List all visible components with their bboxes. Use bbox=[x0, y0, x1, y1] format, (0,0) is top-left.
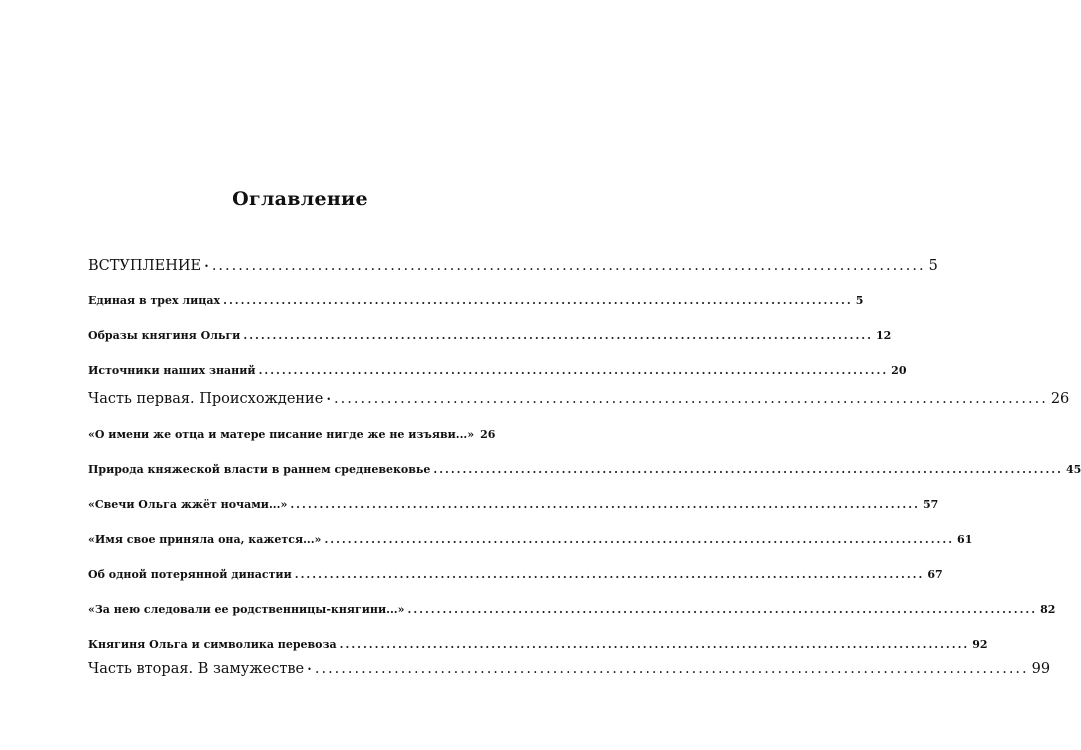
toc-entry-label: Часть вторая. В замужестве • bbox=[88, 661, 312, 677]
toc-entry-label: Княгиня Ольга и символика перевоза bbox=[88, 638, 337, 651]
bullet-marker: • bbox=[307, 664, 312, 674]
toc-entry-page: 67 bbox=[927, 568, 943, 581]
toc-entry bbox=[88, 294, 864, 307]
toc-entry-label: «О имени же отца и матере писание нигде же не изъяви...» bbox=[88, 428, 475, 441]
toc-entry-page: 5 bbox=[928, 258, 938, 274]
toc-entry-page: 92 bbox=[972, 638, 988, 651]
toc-entry-page: 20 bbox=[891, 364, 907, 377]
toc-entry-label: «Свечи Ольга жжёт ночами...» bbox=[88, 498, 288, 511]
toc-entry-page: 12 bbox=[875, 329, 892, 342]
toc-entry-page: 82 bbox=[1040, 603, 1056, 616]
toc-entry-page: 61 bbox=[957, 533, 973, 546]
toc-entry-page: 26 bbox=[1050, 391, 1070, 407]
toc-entry-label: Источники наших знаний bbox=[88, 364, 256, 377]
toc-entry-page: 57 bbox=[922, 498, 939, 511]
toc-entry-page: 99 bbox=[1031, 661, 1051, 677]
toc-entry bbox=[88, 568, 943, 581]
toc-entry bbox=[88, 364, 907, 377]
dot-leader: ............................................................................................................ bbox=[324, 533, 955, 546]
toc-entry-page: 5 bbox=[855, 294, 864, 307]
dot-leader: ............................................................................................................ bbox=[314, 661, 1029, 677]
dot-leader: ............................................................................................................ bbox=[433, 463, 1063, 476]
bullet-marker: • bbox=[326, 394, 332, 404]
toc-entry-label: Об одной потерянной династии bbox=[88, 568, 292, 581]
toc-entry-label: Часть первая. Происхождение • bbox=[88, 391, 332, 407]
dot-leader: ............................................................................................................ bbox=[290, 498, 920, 511]
toc-entry bbox=[88, 463, 1081, 476]
toc-entry-label: ВСТУПЛЕНИЕ • bbox=[88, 258, 209, 274]
toc-entry-label: «Имя свое приняла она, кажется...» bbox=[88, 533, 322, 546]
toc-entry bbox=[88, 498, 939, 511]
toc-entry-page: 45 bbox=[1065, 463, 1081, 476]
bullet-marker: • bbox=[204, 261, 209, 271]
dot-leader: ............................................................................................................ bbox=[211, 258, 926, 274]
toc-entry bbox=[88, 533, 973, 546]
dot-leader: ............................................................................................................ bbox=[294, 568, 925, 581]
toc-entry bbox=[88, 603, 1056, 616]
toc-entry-label: Природа княжеской власти в раннем средневековье bbox=[88, 463, 431, 476]
toc-entry bbox=[88, 391, 1070, 407]
toc-title: Оглавление bbox=[232, 188, 368, 210]
dot-leader: ............................................................................................................ bbox=[334, 391, 1048, 407]
toc-entry-label: Единая в трех лицах bbox=[88, 294, 221, 307]
toc-entry-label: Образы княгиня Ольги bbox=[88, 329, 241, 342]
toc-entry-label: «За нею следовали ее родственницы-княгини...» bbox=[88, 603, 405, 616]
dot-leader: ............................................................................................................ bbox=[407, 603, 1038, 616]
toc-entry bbox=[88, 329, 892, 342]
dot-leader: ............................................................................................................ bbox=[243, 329, 873, 342]
dot-leader: ............................................................................................................ bbox=[339, 638, 970, 651]
toc-entry bbox=[88, 638, 988, 651]
toc-entry bbox=[88, 661, 1051, 677]
toc-entry-page: 26 bbox=[480, 428, 496, 441]
toc-entry bbox=[88, 258, 938, 274]
dot-leader: ............................................................................................................ bbox=[258, 364, 889, 377]
dot-leader: ............................................................................................................ bbox=[223, 294, 853, 307]
toc-entry bbox=[88, 428, 496, 441]
